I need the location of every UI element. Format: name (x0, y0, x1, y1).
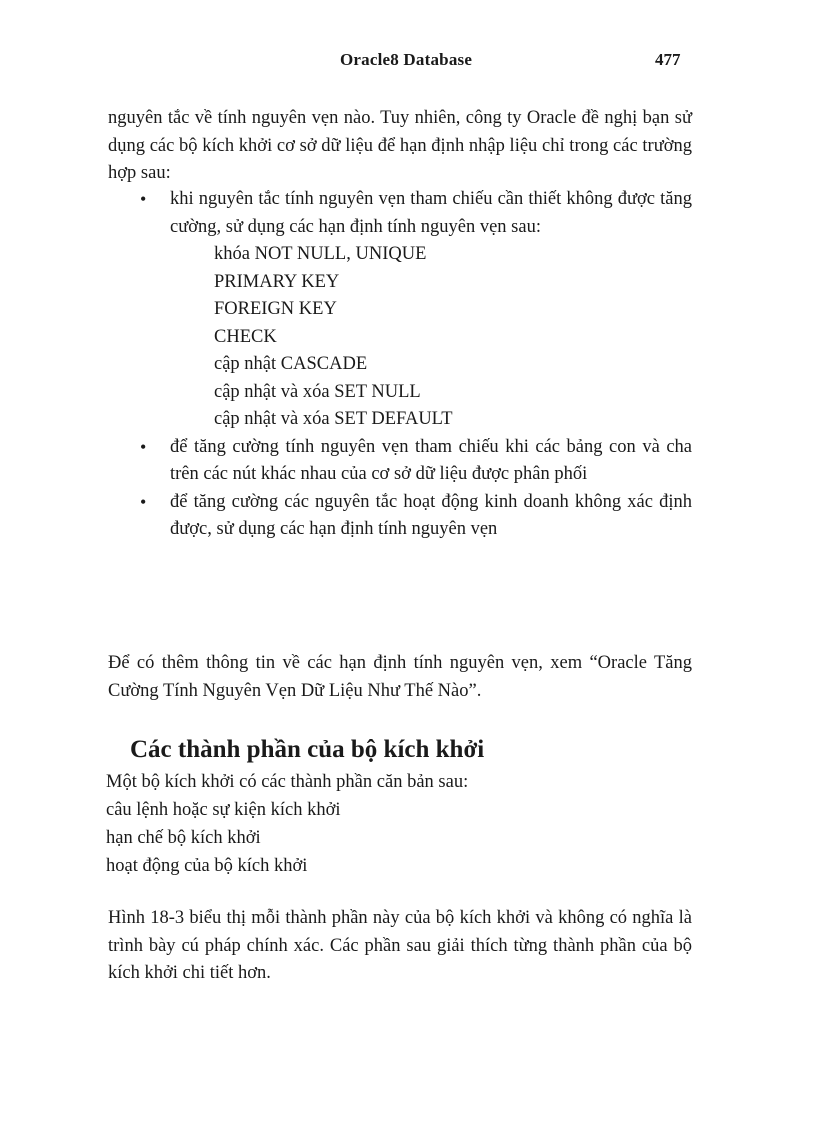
constraint-item: FOREIGN KEY (214, 299, 337, 319)
constraint-list (214, 241, 692, 434)
paragraph-intro: nguyên tắc về tính nguyên vẹn nào. Tuy nhiên, công ty Oracle đề nghị bạn sử dụng các bộ kích khởi cơ sở dữ liệu để hạn định nhập liệu chỉ trong các trường hợp sau: (108, 108, 692, 183)
bullet-item: • để tăng cường tính nguyên vẹn tham chiếu khi các bảng con và cha trên các nút khác nhau của cơ sở dữ liệu được phân phối (140, 434, 692, 489)
constraint-item: cập nhật và xóa SET NULL (214, 381, 421, 402)
bullet-list (140, 186, 692, 544)
section-heading: Các thành phần của bộ kích khởi (130, 736, 485, 763)
component-item: hoạt động của bộ kích khởi (106, 856, 308, 876)
paragraph-figure-reference: Hình 18-3 biểu thị mỗi thành phần này của bộ kích khởi và không có nghĩa là trình bày cú pháp chính xác. Các phần sau giải thích từng thành phần của bộ kích khởi chi tiết hơn. (108, 908, 692, 983)
bullet-item: • để tăng cường các nguyên tắc hoạt động kinh doanh không xác định được, sử dụng các hạn định tính nguyên vẹn (140, 489, 692, 544)
bullet-text: khi nguyên tắc tính nguyên vẹn tham chiếu cần thiết không được tăng cường, sử dụng các hạn định tính nguyên vẹn sau: (170, 189, 692, 237)
page-number: 477 (655, 50, 681, 69)
component-intro: Một bộ kích khởi có các thành phần căn bản sau: (106, 772, 469, 792)
constraint-item: PRIMARY KEY (214, 271, 340, 292)
component-list (106, 768, 468, 880)
component-item: hạn chế bộ kích khởi (106, 828, 261, 848)
component-item: câu lệnh hoặc sự kiện kích khởi (106, 800, 341, 820)
constraint-item: khóa NOT NULL, UNIQUE (214, 244, 427, 264)
paragraph-reference: Để có thêm thông tin về các hạn định tính nguyên vẹn, xem “Oracle Tăng Cường Tính Nguyên Vẹn Dữ Liệu Như Thế Nào”. (108, 653, 692, 701)
constraint-item: CHECK (214, 326, 277, 347)
constraint-item: cập nhật và xóa SET DEFAULT (214, 409, 453, 429)
bullet-item (140, 186, 692, 434)
running-title: Oracle8 Database (340, 50, 473, 69)
constraint-item: cập nhật CASCADE (214, 354, 368, 374)
